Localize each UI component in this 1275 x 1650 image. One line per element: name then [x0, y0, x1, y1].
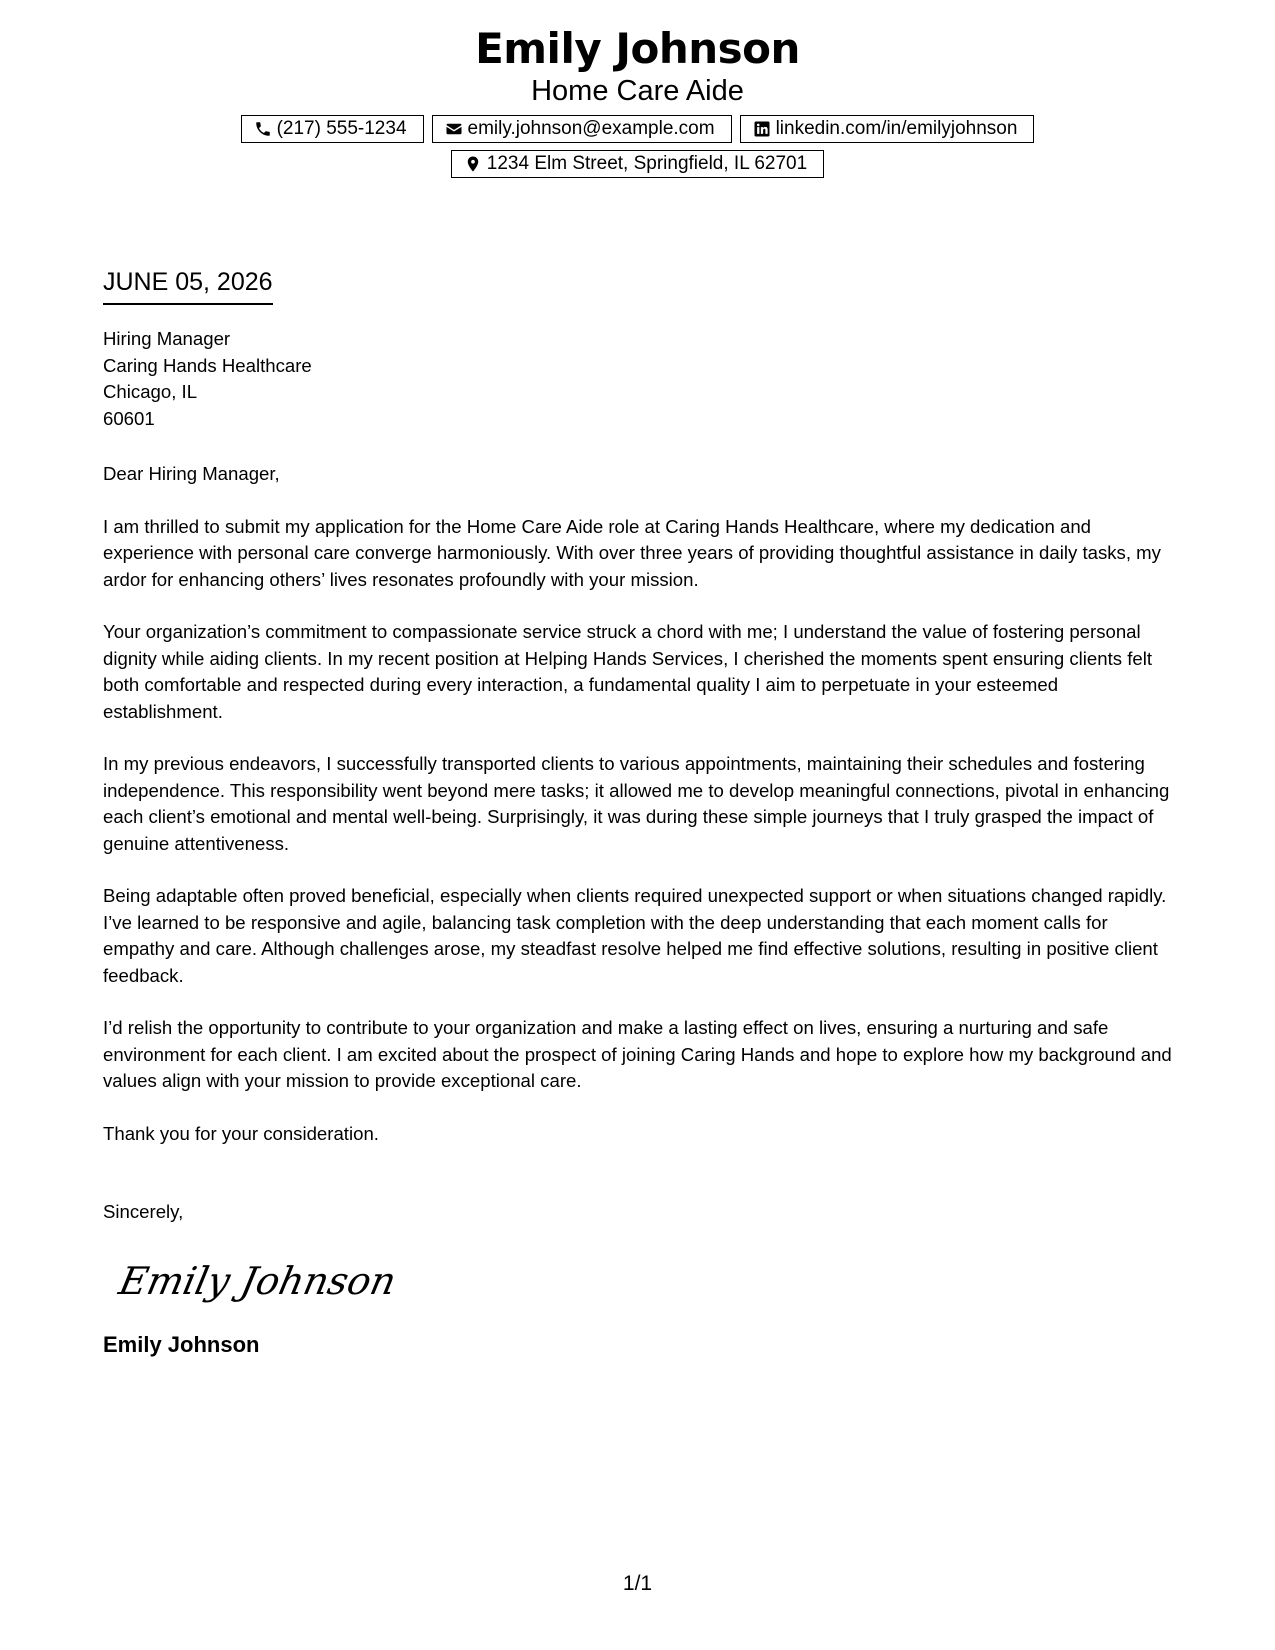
recipient-block [103, 326, 1183, 432]
recipient-line: Chicago, IL [103, 381, 198, 402]
linkedin-text: linkedin.com/in/emilyjohnson [775, 118, 1018, 139]
body-paragraph: I’d relish the opportunity to contribute to your organization and make a lasting effect on lives, ensuring a nurturing and safe environment for each client. I am excited about the prospect of joining Caring Hands and hope to explore how my background and values align with your mission to provide exceptional care. [103, 1017, 1172, 1091]
job-title: Home Care Aide [531, 75, 744, 107]
phone-icon [254, 120, 272, 138]
map-pin-icon [464, 155, 482, 173]
email-text: emily.johnson@example.com [467, 118, 715, 139]
linkedin-chip[interactable] [740, 115, 1035, 143]
envelope-icon [445, 120, 463, 138]
body-paragraph: In my previous endeavors, I successfully transported clients to various appointments, maintaining their schedules and fostering independence. This responsibility went beyond mere tasks; it allowed me to develop meaningful connections, pivotal in enhancing each client’s emotional and mental well-being. Surprisingly, it was during these simple journeys that I truly grasped the impact of genuine attentiveness. [103, 753, 1170, 854]
body-paragraph: I am thrilled to submit my application for the Home Care Aide role at Caring Hands Healthcare, where my dedication and experience with personal care converge harmoniously. With over three years of providing thoughtful assistance in daily tasks, my ardor for enhancing others’ lives resonates profoundly with your mission. [103, 515, 1161, 590]
closing-line: Sincerely, [103, 1201, 184, 1222]
page-number: 1/1 [622, 1572, 653, 1595]
date-block [103, 267, 273, 305]
address-text: 1234 Elm Street, Springfield, IL 62701 [486, 153, 808, 174]
phone-text: (217) 555-1234 [276, 118, 407, 139]
body-paragraph: Being adaptable often proved beneficial, especially when clients required unexpected support or when situations changed rapidly. I’ve learned to be responsive and agile, balancing task completion with the deep understanding that each moment calls for empathy and care. Although challenges arose, my steadfast resolve helped me find effective solutions, resulting in positive client feedback. [103, 885, 1167, 986]
recipient-line: Caring Hands Healthcare [103, 354, 312, 376]
recipient-line: Hiring Manager [103, 328, 231, 349]
letter-date: JUNE 05, 2026 [103, 267, 273, 305]
recipient-line: 60601 [103, 407, 155, 429]
signer-name: Emily Johnson [103, 1332, 260, 1357]
address-chip[interactable] [451, 150, 824, 178]
contact-row-secondary [0, 150, 1275, 178]
email-chip[interactable] [432, 115, 732, 143]
linkedin-icon [753, 120, 771, 138]
signature-text: Emily Johnson [115, 1258, 400, 1304]
contact-row-primary [0, 115, 1275, 143]
thanks-line: Thank you for your consideration. [103, 1122, 379, 1144]
salutation: Dear Hiring Manager, [103, 463, 280, 484]
body-paragraph: Your organization’s commitment to compassionate service struck a chord with me; I understand the value of fostering personal dignity while aiding clients. In my recent position at Helping Hands Services, I cherished the moments spent ensuring clients felt both comfortable and respected during every interaction, a fundamental quality I aim to perpetuate in your esteemed establishment. [103, 621, 1153, 722]
phone-chip[interactable] [241, 115, 424, 143]
signature [115, 1248, 400, 1310]
letter-body [103, 326, 1183, 1359]
letter-header [0, 22, 1275, 178]
applicant-name: Emily Johnson [475, 24, 800, 73]
